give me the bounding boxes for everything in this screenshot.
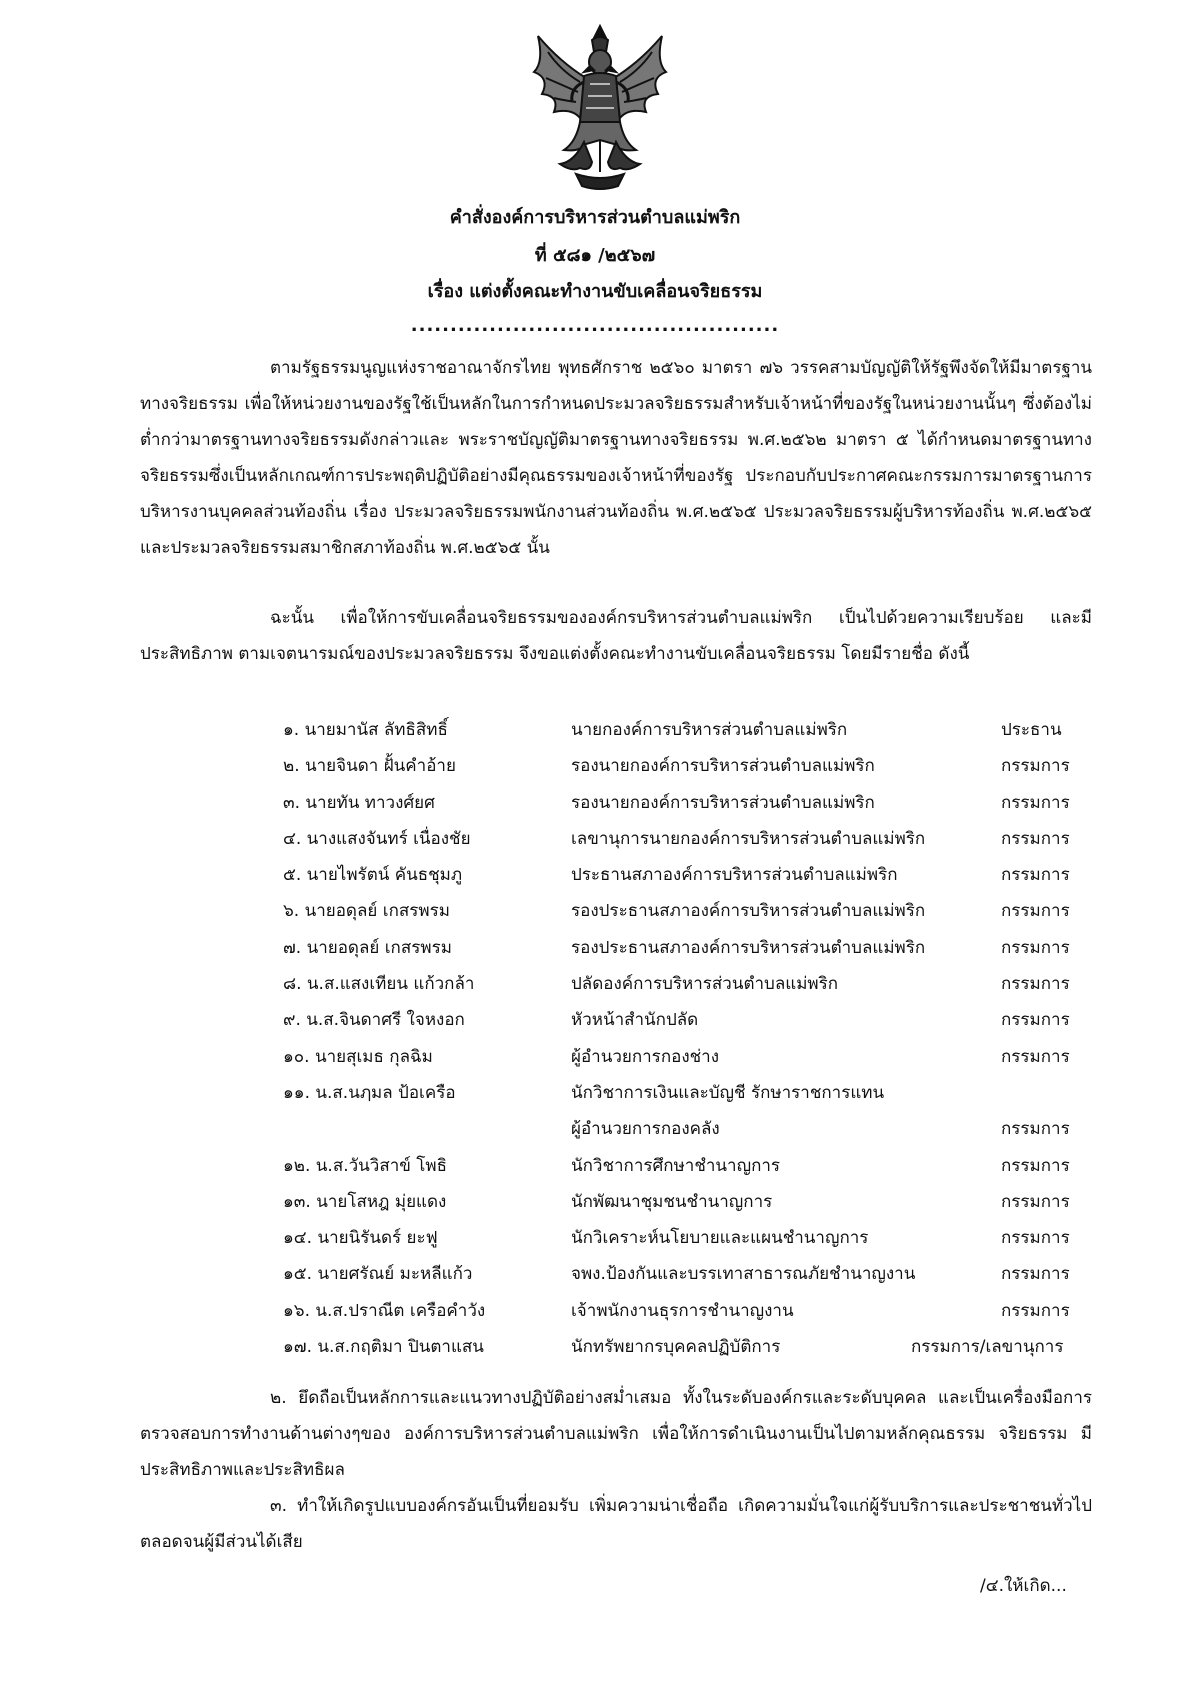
member-position: นักทรัพยากรบุคคลปฏิบัติการ — [571, 1337, 781, 1358]
member-position: รองประธานสภาองค์การบริหารส่วนตำบลแม่พริก — [571, 937, 926, 958]
member-position: ผู้อำนวยการกองคลัง — [571, 1119, 720, 1140]
member-role: กรรมการ — [1001, 1155, 1070, 1176]
order-subject: เรื่อง แต่งตั้งคณะทำงานขับเคลื่อนจริยธรรม — [427, 281, 763, 302]
member-row — [283, 1148, 1103, 1184]
member-position: รองนายกองค์การบริหารส่วนตำบลแม่พริก — [571, 792, 875, 813]
order-title: คำสั่งองค์การบริหารส่วนตำบลแม่พริก — [449, 207, 741, 228]
member-role: กรรมการ — [1001, 1228, 1070, 1249]
member-name: ๑๑. น.ส.นฦมล ป้อเครือ — [283, 1082, 456, 1103]
member-row — [283, 1256, 1103, 1292]
member-position: นายกองค์การบริหารส่วนตำบลแม่พริก — [571, 720, 848, 740]
member-role: กรรมการ — [1001, 756, 1070, 777]
member-position: ผู้อำนวยการกองช่าง — [571, 1046, 720, 1067]
member-role: ประธาน — [1001, 720, 1062, 740]
member-role: กรรมการ/เลขานุการ — [911, 1337, 1064, 1358]
member-name: ๘. น.ส.แสงเทียน แก้วกล้า — [283, 974, 475, 995]
member-name: ๖. นายอดุลย์ เกสรพรม — [283, 901, 450, 922]
member-position: นักวิชาการศึกษาชำนาญการ — [571, 1155, 781, 1176]
order-number: ที่ ๕๘๑ /๒๕๖๗ — [534, 245, 656, 266]
member-name: ๕. นายไพรัตน์ คันธชุมภู — [283, 865, 463, 886]
member-name: ๓. นายทัน ทาวงศ์ยศ — [283, 792, 435, 813]
member-name: ๑๔. นายนิรันดร์ ยะฟู — [283, 1228, 438, 1249]
member-row — [283, 930, 1103, 966]
member-role: กรรมการ — [1001, 792, 1070, 813]
member-row — [283, 1002, 1103, 1038]
member-role: กรรมการ — [1001, 1046, 1070, 1067]
member-row — [283, 1184, 1103, 1220]
member-name: ๑๖. น.ส.ปราณีต เครือคำวัง — [283, 1300, 486, 1321]
member-position: นักพัฒนาชุมชนชำนาญการ — [571, 1191, 773, 1212]
member-row — [283, 966, 1103, 1002]
member-row — [283, 1220, 1103, 1256]
member-name: ๑๕. นายศรัณย์ มะหลีแก้ว — [283, 1264, 473, 1285]
paragraph-constitution: ตามรัฐธรรมนูญแห่งราชอาณาจักรไทย พุทธศักราช ๒๕๖๐ มาตรา ๗๖ วรรคสามบัญญัติให้รัฐพึงจัดให้มีมาตรฐานทางจริยธรรม เพื่อให้หน่วยงานของรัฐใช้เป็นหลักในการกำหนดประมวลจริยธรรมสำหรับเจ้าหน้าที่ของรัฐในหน่วยงานนั้นๆ ซึ่งต้องไม่ต่ำกว่ามาตรฐานทางจริยธรรมดังกล่าวและ พระราชบัญญัติมาตรฐานทางจริยธรรม พ.ศ.๒๕๖๒ มาตรา ๕ ได้กำหนดมาตรฐานทางจริยธรรมซึ่งเป็นหลักเกณฑ์การประพฤติปฏิบัติอย่างมีคุณธรรมของเจ้าหน้าที่ของรัฐ ประกอบกับประกาศคณะกรรมการมาตรฐานการบริหารงานบุคคลส่วนท้องถิ่น เรื่อง ประมวลจริยธรรมพนักงานส่วนท้องถิ่น พ.ศ.๒๕๖๕ ประมวลจริยธรรมผู้บริหารท้องถิ่น พ.ศ.๒๕๖๕ และประมวลจริยธรรมสมาชิกสภาท้องถิ่น พ.ศ.๒๕๖๕ นั้น — [140, 358, 1092, 558]
member-role: กรรมการ — [1001, 1010, 1070, 1031]
page-continuation: /๔.ให้เกิด... — [980, 1576, 1067, 1596]
member-role: กรรมการ — [1001, 828, 1070, 849]
member-row — [283, 857, 1103, 893]
member-name: ๑๓. นายโสหฎ มุ่ยแดง — [283, 1191, 447, 1212]
member-role: กรรมการ — [1001, 974, 1070, 995]
member-role: กรรมการ — [1001, 1119, 1070, 1140]
member-name: ๒. นายจินดา ฝั้นคำอ้าย — [283, 756, 456, 777]
member-role: กรรมการ — [1001, 1264, 1070, 1285]
member-row — [283, 748, 1103, 784]
member-role: กรรมการ — [1001, 865, 1070, 886]
member-role: กรรมการ — [1001, 937, 1070, 958]
member-role: กรรมการ — [1001, 1300, 1070, 1321]
member-name: ๑. นายมานัส ลัทธิสิทธิ์ — [283, 720, 448, 740]
member-list — [283, 712, 1103, 1365]
member-role: กรรมการ — [1001, 901, 1070, 922]
member-role: กรรมการ — [1001, 1191, 1070, 1212]
garuda-emblem — [520, 22, 680, 192]
member-name: ๔. นางแสงจันทร์ เนื่องชัย — [283, 828, 471, 849]
member-row — [283, 1293, 1103, 1329]
member-row-continued — [283, 1111, 1103, 1147]
member-row — [283, 821, 1103, 857]
member-position: ประธานสภาองค์การบริหารส่วนตำบลแม่พริก — [571, 865, 898, 886]
member-row — [283, 1075, 1103, 1111]
paragraph-appointment: ฉะนั้น เพื่อให้การขับเคลื่อนจริยธรรมขององค์กรบริหารส่วนตำบลแม่พริก เป็นไปด้วยความเรียบร้อย และมีประสิทธิภาพ ตามเจตนารมณ์ของประมวลจริยธรรม จึงขอแต่งตั้งคณะทำงานขับเคลื่อนจริยธรรม โดยมีรายชื่อ ดังนี้ — [140, 608, 1092, 664]
member-name: ๑๒. น.ส.วันวิสาข์ โพธิ — [283, 1155, 447, 1176]
member-position: จพง.ป้องกันและบรรเทาสาธารณภัยชำนาญงาน — [571, 1264, 916, 1285]
member-position: เลขานุการนายกองค์การบริหารส่วนตำบลแม่พริก — [571, 828, 926, 849]
member-name: ๑๗. น.ส.กฤติมา ปินตาแสน — [283, 1337, 484, 1358]
member-row — [283, 893, 1103, 929]
member-name: ๑๐. นายสุเมธ กุลฉิม — [283, 1046, 433, 1067]
member-row — [283, 1329, 1103, 1365]
member-row — [283, 785, 1103, 821]
title-divider: ............................................... — [410, 315, 780, 336]
paragraph-trust: ๓. ทำให้เกิดรูปแบบองค์กรอันเป็นที่ยอมรับ เพิ่มความน่าเชื่อถือ เกิดความมั่นใจแก่ผู้รับบริการและประชาชนทั่วไป ตลอดจนผู้มีส่วนได้เสีย — [140, 1496, 1092, 1552]
paragraph-principle: ๒. ยึดถือเป็นหลักการและแนวทางปฏิบัติอย่างสม่ำเสมอ ทั้งในระดับองค์กรและระดับบุคคล และเป็นเครื่องมือการตรวจสอบการทำงานด้านต่างๆของ องค์การบริหารส่วนตำบลแม่พริก เพื่อให้การดำเนินงานเป็นไปตามหลักคุณธรรม จริยธรรม มีประสิทธิภาพและประสิทธิผล — [140, 1388, 1092, 1480]
member-position: นักวิชาการเงินและบัญชี รักษาราชการแทน — [571, 1082, 885, 1103]
member-position: หัวหน้าสำนักปลัด — [571, 1010, 699, 1031]
member-row — [283, 1039, 1103, 1075]
member-row — [283, 712, 1103, 748]
member-position: เจ้าพนักงานธุรการชำนาญงาน — [571, 1300, 794, 1321]
member-position: นักวิเคราะห์นโยบายและแผนชำนาญการ — [571, 1228, 869, 1249]
member-position: รองประธานสภาองค์การบริหารส่วนตำบลแม่พริก — [571, 901, 926, 922]
member-position: รองนายกองค์การบริหารส่วนตำบลแม่พริก — [571, 756, 875, 777]
member-name: ๗. นายอดุลย์ เกสรพรม — [283, 937, 452, 958]
member-name: ๙. น.ส.จินดาศรี ใจหงอก — [283, 1010, 465, 1031]
member-position: ปลัดองค์การบริหารส่วนตำบลแม่พริก — [571, 974, 839, 995]
